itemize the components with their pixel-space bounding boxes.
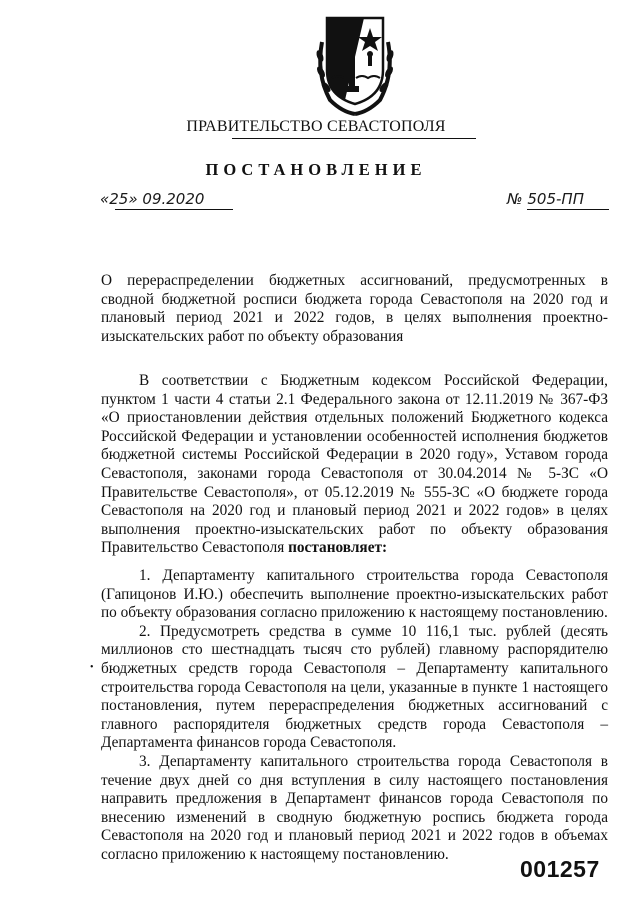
serial-number: 001257 xyxy=(520,856,600,882)
document-subject: О перераспределении бюджетных ассигнований, предусмотренных в сводной бюджетной росписи бюджета города Севастополя на 2020 год и плановый период 2021 и 2022 годов, в целях выполнения проектно-изыскательских работ по объекту образования xyxy=(101,272,608,345)
preamble xyxy=(101,372,608,558)
document-type-title: ПОСТАНОВЛЕНИЕ xyxy=(205,160,427,179)
date-month-year: 09.2020 xyxy=(142,190,205,208)
margin-mark: • xyxy=(90,662,94,673)
number-value: 505-ПП xyxy=(527,190,584,208)
clause-1: 1. Департаменту капитального строительства города Севастополя (Гапицонов И.Ю.) обеспечить выполнение проектно-изыскательских работ по объекту образования согласно приложению к настоящему постановлению. xyxy=(101,567,608,622)
number-underline xyxy=(527,209,609,210)
clause-2: 2. Предусмотреть средства в сумме 10 116,1 тыс. рублей (десять миллионов сто шестнадцать тысяч сто рублей) главному распорядителю бюджетных средств города Севастополя – Департаменту капитального строительства города Севастополя на цели, указанные в пункте 1 настоящего постановления, путем перераспределения бюджетных ассигнований с главного распорядителя бюджетных средств города Севастополя – Департамента финансов города Севастополя. xyxy=(101,622,608,752)
date-close-quote: » xyxy=(128,190,138,208)
clauses xyxy=(101,567,608,865)
sevastopol-coat-of-arms-icon xyxy=(312,12,398,118)
date-underline xyxy=(115,209,233,210)
document-number xyxy=(507,190,584,208)
preamble-emphasis: постановляет: xyxy=(288,539,388,557)
date-open-quote: « xyxy=(100,190,110,208)
authority-underline xyxy=(232,138,476,139)
number-sign: № xyxy=(507,190,523,208)
document-date xyxy=(100,190,204,208)
clause-3: 3. Департаменту капитального строительства города Севастополя в течение двух дней со дня вступления в силу настоящего постановления направить предложения в Департамент финансов города Севастополя по внесению изменений в сводную бюджетную роспись бюджета города Севастополя на 2020 год и плановый период 2021 и 2022 годов в объемах согласно приложению к настоящему постановлению. xyxy=(101,752,608,863)
preamble-text: В соответствии с Бюджетным кодексом Российской Федерации, пунктом 1 части 4 статьи 2.1 Федерального закона от 12.11.2019 № 367-ФЗ «О приостановлении действия отдельных положений Бюджетного кодекса Российской Федерации и установлении особенностей исполнения бюджетов бюджетной системы Российской Федерации в 2020 году», Уставом города Севастополя, законами города Севастополя от 30.04.2014 № 5-ЗС «О Правительстве Севастополя», от 05.12.2019 № 555-ЗС «О бюджете города Севастополя на 2020 год и плановый период 2021 и 2022 годов» в целях выполнения проектно-изыскательских работ по объекту образования Правительство Севастополя xyxy=(101,372,608,557)
date-day: 25 xyxy=(109,190,129,208)
issuing-authority: ПРАВИТЕЛЬСТВО СЕВАСТОПОЛЯ xyxy=(186,118,446,135)
